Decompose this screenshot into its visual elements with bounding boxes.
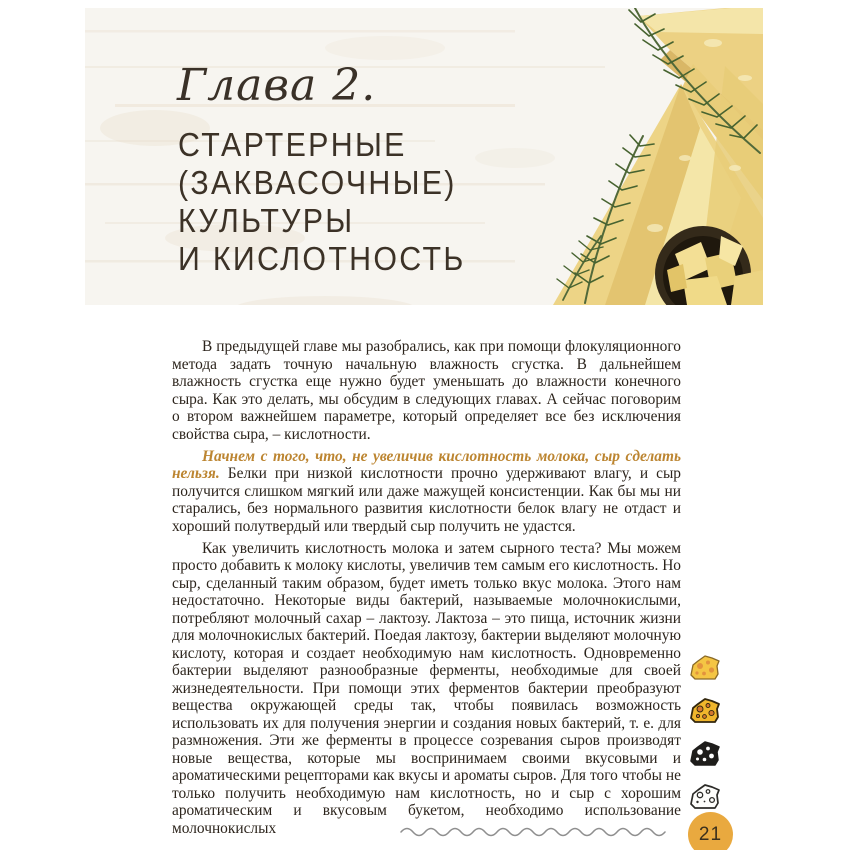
paragraph-text: В предыдущей главе мы разобрались, как при помощи флокуляционного метода задать точную начальную влажность сгустка. В дальнейшем влажность сгустка еще нужно будет уменьшать до влажности конечного сыра. Как это делать, мы обсудим в следующих главах. А сейчас поговорим о втором важнейшем параметре, который определяет все без исключения свойства сыра, – кислотности.: [172, 338, 681, 443]
margin-icons: [687, 652, 723, 811]
body-text: [172, 338, 681, 842]
cheese-wedge-flat-gold-icon: [688, 652, 722, 682]
paragraph-text: Как увеличить кислотность молока и затем сырного теста? Мы можем просто добавить к молоку кислоты, увеличив тем самым его кислотность. Но сыр, сделанный таким образом, будет иметь только вкус молока. Этого нам недостаточно. Некоторые виды бактерий, называемые молочнокислыми, потребляют молочный сахар – лактозу. Лактоза – это пища, источник жизни для молочнокислых бактерий. Поедая лактозу, бактерии выделяют молочную кислоту, которая и создает необходимую нам кислотность. Одновременно бактерии выделяют разнообразные ферменты, необходимые для своей жизнедеятельности. При помощи этих ферментов бактерии преобразуют вещества окружающей среды так, чтобы появилась возможность использовать их для получения энергии и создания новых бактерий, т. е. для размножения. Эти же ферменты в процессе созревания сыров производят новые вещества, которые мы воспринимаем своими вкусовыми и ароматическими рецепторами как вкусы и ароматы сыров. Для того чтобы не только получить необходимую нам кислотность, но и сыр с хорошим ароматическим и вкусовым букетом, необходимо использование молочнокислых: [172, 539, 681, 837]
wave-divider: [398, 823, 676, 839]
paragraph-text: Белки при низкой кислотности прочно удерживают влагу, и сыр получится слишком мягкий или даже мажущей консистенции. Как бы мы ни старались, без нормального развития кислотности белок влагу не отдаст и хороший полутвердый или твердый сыр получить не удастся.: [172, 465, 681, 535]
paragraph: [172, 448, 681, 536]
chapter-header: [85, 8, 763, 305]
cheese-wedge-black-icon: [688, 738, 722, 768]
chapter-title-line: И КИСЛОТНОСТЬ: [178, 240, 466, 277]
paragraph-lead-accent: Начнем с того, что, не увеличив кислотность молока, сыр сделать нельзя.: [172, 447, 681, 482]
chapter-title: [178, 126, 466, 278]
page-number-badge: [688, 812, 733, 850]
chapter-title-line: (ЗАКВАСОЧНЫЕ): [178, 164, 457, 201]
cheese-wedge-dark-gold-icon: [688, 695, 722, 725]
cheese-wedge-outline-icon: [688, 781, 722, 811]
chapter-title-line: СТАРТЕРНЫЕ: [178, 126, 407, 163]
chapter-title-line: КУЛЬТУРЫ: [178, 202, 355, 239]
chapter-number-script: Глава 2.: [177, 60, 377, 111]
paragraph: [172, 540, 681, 838]
paragraph: [172, 338, 681, 443]
page-number: 21: [698, 823, 723, 845]
